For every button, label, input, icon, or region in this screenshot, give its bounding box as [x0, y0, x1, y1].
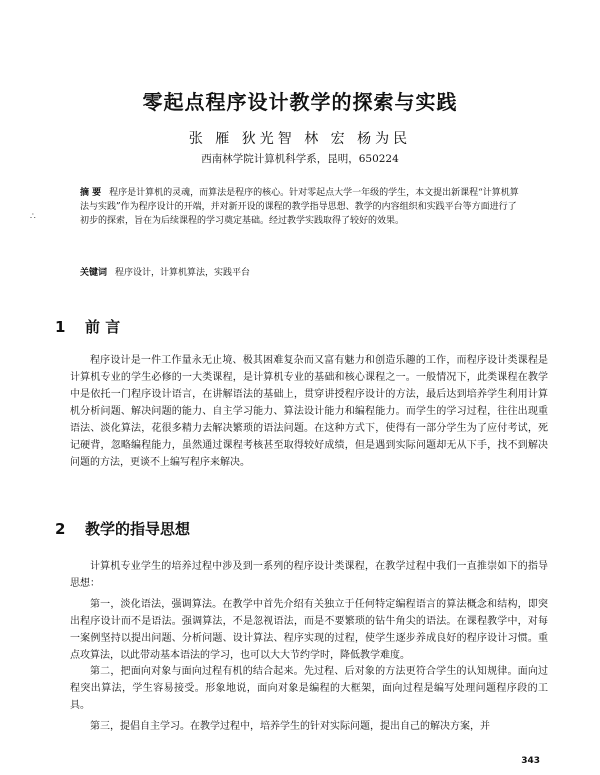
section-heading-2 [55, 518, 190, 539]
section-title: 教学的指导思想 [85, 520, 191, 538]
page-number: 343 [521, 756, 540, 766]
section-2-paragraph: 第三，提倡自主学习。在教学过程中，培养学生的针对实际问题，提出自己的解决方案，并 [90, 721, 490, 732]
abstract [80, 186, 520, 228]
affiliation: 西南林学院计算机科学系，昆明，650224 [201, 153, 399, 165]
section-number: 1 [55, 318, 66, 336]
keywords [80, 266, 520, 280]
section-2-paragraph: 计算机专业学生的培养过程中涉及到一系列的程序设计类课程，在教学过程中我们一直推崇如下的指导思想： [70, 561, 548, 589]
section-2-paragraph: 第二，把面向对象与面向过程有机的结合起来。先过程、后对象的方法更符合学生的认知规律。面向过程突出算法，学生容易接受。形象地说，面向对象是编程的大框架，面向过程是编写处理问题程序段的工具。 [70, 666, 548, 711]
section-2-paragraph: 第一，淡化语法，强调算法。在教学中首先介绍有关独立于任何特定编程语言的算法概念和结构，即突出程序设计而不是语法。强调算法，不是忽视语法，而是不要繁琐的钻牛角尖的语法。在课程教学中，对每一案例坚持以提出问题、分析问题、设计算法、程序实现的过程，使学生逐步养成良好的程序设计习惯。重点攻算法，以此带动基本语法的学习，也可以大大节约学时，降低教学难度。 [70, 599, 548, 661]
keywords-label: 关键词 [80, 268, 108, 278]
section-1-paragraph: 程序设计是一件工作量永无止境、极其困难复杂而又富有魅力和创造乐趣的工作，而程序设计类课程是计算机专业的学生必修的一大类课程，是计算机专业的基础和核心课程之一。一般情况下，此类课程在教学中是依托一门程序设计语言，在讲解语法的基础上，贯穿讲授程序设计的方法，最后达到培养学生利用计算机分析问题、解决问题的能力、自主学习能力、算法设计能力和编程能力。而学生的学习过程，往往出现重语法、淡化算法，花很多精力去解决繁琐的语法问题。在这种方式下，使得有一部分学生为了应付考试，死记硬背，忽略编程能力，虽然通过课程考核甚至取得较好成绩，但是遇到实际问题却无从下手，找不到解决问题的方法，更谈不上编写程序来解决。 [70, 355, 548, 468]
author-list: 张 雁 狄光智 林 宏 杨为民 [188, 131, 412, 147]
section-title: 前 言 [85, 318, 121, 336]
paper-title: 零起点程序设计教学的探索与实践 [142, 90, 458, 114]
section-heading-1 [55, 316, 120, 337]
margin-mark: ∴ [30, 212, 36, 222]
keywords-text: 程序设计，计算机算法，实践平台 [115, 268, 251, 278]
abstract-text: 程序是计算机的灵魂，而算法是程序的核心。针对零起点大学一年级的学生，本文提出新课程“计算机算法与实践”作为程序设计的开端，并对新开设的课程的教学指导思想、教学的内容组织和实践平台等方面进行了初步的探索，旨在为后续课程的学习奠定基础。经过教学实践取得了较好的效果。 [80, 188, 519, 226]
section-number: 2 [55, 520, 66, 538]
abstract-label: 摘 要 [80, 188, 102, 198]
